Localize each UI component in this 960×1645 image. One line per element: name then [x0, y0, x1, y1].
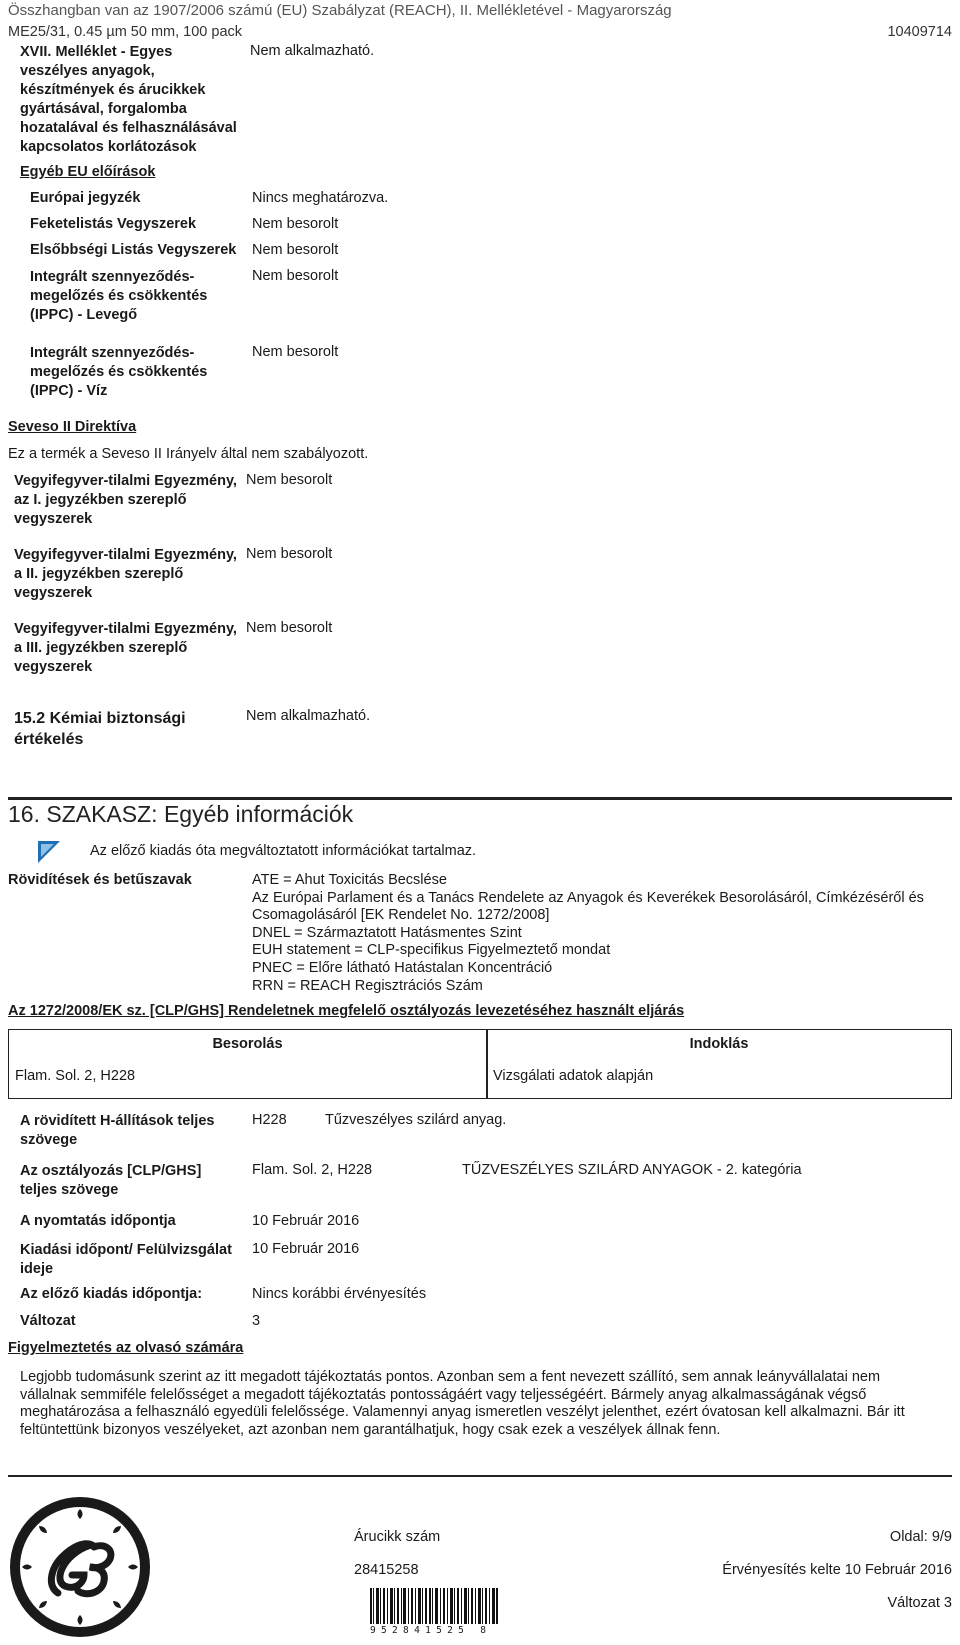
h-statements-label: A rövidített H-állítások teljes szövege: [20, 1113, 215, 1148]
eu-list-value-0: Nincs meghatározva.: [252, 190, 389, 206]
version-label: Változat: [20, 1313, 76, 1329]
class-code: Flam. Sol. 2, H228: [252, 1162, 373, 1178]
abbrev-label: Rövidítések és betűszavak: [8, 872, 192, 888]
class-text: TŰZVESZÉLYES SZILÁRD ANYAGOK - 2. kategória: [462, 1162, 802, 1178]
other-eu-heading: Egyéb EU előírások: [20, 164, 156, 180]
eu-list-value-4: Nem besorolt: [252, 344, 339, 360]
section16-heading: 16. SZAKASZ: Egyéb információk: [8, 801, 354, 827]
abbrev-line: RRN = REACH Regisztrációs Szám: [252, 977, 483, 994]
barcode-icon: [370, 1588, 498, 1624]
issue-date: 10 Február 2016: [252, 1241, 360, 1257]
print-date: 10 Február 2016: [252, 1213, 360, 1229]
table-cell-classification: Flam. Sol. 2, H228: [15, 1068, 136, 1084]
table-header-indoklas: Indoklás: [689, 1036, 749, 1052]
ge-logo-icon: [8, 1495, 152, 1639]
classification-table: [8, 1029, 952, 1099]
annex17-label: XVII. Melléklet - Egyes veszélyes anyagok, készítmények és árucikkek gyártásával, forgalomba hozatalával és felhasználásával kapcsolatos korlátozások: [20, 44, 237, 155]
abbrev-line: EUH statement = CLP-specifikus Figyelmeztető mondat: [252, 942, 611, 959]
cwc-label-1: Vegyifegyver-tilalmi Egyezmény, az I. jegyzékben szereplő vegyszerek: [14, 473, 237, 527]
product-code: 10409714: [887, 24, 952, 40]
h-code: H228: [252, 1112, 287, 1128]
eu-list-label-1: Feketelistás Vegyszerek: [30, 216, 197, 232]
issue-date-label: Kiadási időpont/ Felülvizsgálat ideje: [20, 1242, 232, 1277]
eu-list-label-2: Elsőbbségi Listás Vegyszerek: [30, 242, 237, 258]
eu-list-value-2: Nem besorolt: [252, 242, 339, 258]
h-text: Tűzveszélyes szilárd anyag.: [325, 1112, 507, 1128]
abbrev-line: DNEL = Származtatott Hatásmentes Szint: [252, 924, 522, 941]
section-divider: [8, 797, 952, 800]
prev-date: Nincs korábbi érvényesítés: [252, 1286, 427, 1302]
eu-list-value-1: Nem besorolt: [252, 216, 339, 232]
procedure-heading: Az 1272/2008/EK sz. [CLP/GHS] Rendeletnek megfelelő osztályozás levezetéséhez használt eljárás: [8, 1003, 685, 1019]
item-number: 28415258: [354, 1562, 419, 1578]
seveso-heading: Seveso II Direktíva: [8, 419, 137, 435]
notice-heading: Figyelmeztetés az olvasó számára: [8, 1340, 244, 1356]
footer-version: Változat 3: [887, 1595, 952, 1611]
notice-text: Legjobb tudomásunk szerint az itt megadott tájékoztatás pontos. Azonban sem a fent nevezett szállító, sem annak leányvállalatai nem vállalnak semmiféle felelősséget a megadott tájékoztatás pontosságáért vagy teljességéért. Bármely anyag alkalmasságának végső meghatározása a felhasználó egyedüli felelőssége. Valamennyi anyag ismeretlen veszélyt jelenthet, ezért óvatosan kell alkalmazni. Bár itt feltüntettünk bizonyos veszélyeket, azt azonban nem garantálhatjuk, hogy csak ezek a veszélyek állnak fenn.: [20, 1369, 905, 1438]
eu-list-label-0: Európai jegyzék: [30, 190, 141, 206]
print-date-label: A nyomtatás időpontja: [20, 1213, 176, 1229]
version-value: 3: [252, 1313, 261, 1329]
barcode-digits: 952841525 8: [370, 1625, 492, 1636]
validation-date: Érvényesítés kelte 10 Február 2016: [722, 1562, 952, 1578]
cwc-label-2: Vegyifegyver-tilalmi Egyezmény, a II. jegyzékben szereplő vegyszerek: [14, 547, 237, 601]
prev-date-label: Az előző kiadás időpontja:: [20, 1286, 203, 1302]
cwc-value-3: Nem besorolt: [246, 620, 333, 636]
class-full-label: Az osztályozás [CLP/GHS] teljes szövege: [20, 1163, 202, 1198]
footer-divider: [8, 1475, 952, 1477]
abbrev-line: ATE = Ahut Toxicitás Becslése: [252, 872, 447, 888]
cwc-label-3: Vegyifegyver-tilalmi Egyezmény, a III. jegyzékben szereplő vegyszerek: [14, 621, 237, 675]
abbrev-line: Az Európai Parlament és a Tanács Rendelete az Anyagok és Keverékek Besorolásáról, Címkézéséről és Csomagolásáról [EK Rendelet No. 1272/2008]: [252, 889, 924, 924]
eu-list-label-3: Integrált szennyeződés-megelőzés és csökkentés (IPPC) - Levegő: [30, 269, 208, 323]
document-header-title: Összhangban van az 1907/2006 számú (EU) Szabályzat (REACH), II. Mellékletével - Magyarország: [8, 2, 672, 19]
annex17-value: Nem alkalmazható.: [250, 43, 375, 59]
eu-list-value-3: Nem besorolt: [252, 268, 339, 284]
eu-list-label-4: Integrált szennyeződés-megelőzés és csökkentés (IPPC) - Víz: [30, 345, 208, 399]
change-marker-icon: [38, 841, 60, 863]
page-number: Oldal: 9/9: [889, 1529, 952, 1545]
table-cell-reason: Vizsgálati adatok alapján: [493, 1068, 654, 1084]
changed-note: Az előző kiadás óta megváltoztatott információkat tartalmaz.: [90, 843, 477, 859]
chem-safety-label: 15.2 Kémiai biztonsági értékelés: [14, 710, 186, 748]
product-name: ME25/31, 0.45 µm 50 mm, 100 pack: [8, 24, 243, 40]
table-header-besorolas: Besorolás: [212, 1036, 283, 1052]
abbrev-list: [252, 872, 942, 995]
abbrev-line: PNEC = Előre látható Hatástalan Koncentráció: [252, 959, 553, 976]
item-number-label: Árucikk szám: [354, 1529, 441, 1545]
chem-safety-value: Nem alkalmazható.: [246, 708, 371, 724]
seveso-text: Ez a termék a Seveso II Irányelv által nem szabályozott.: [8, 446, 369, 462]
cwc-value-2: Nem besorolt: [246, 546, 333, 562]
cwc-value-1: Nem besorolt: [246, 472, 333, 488]
